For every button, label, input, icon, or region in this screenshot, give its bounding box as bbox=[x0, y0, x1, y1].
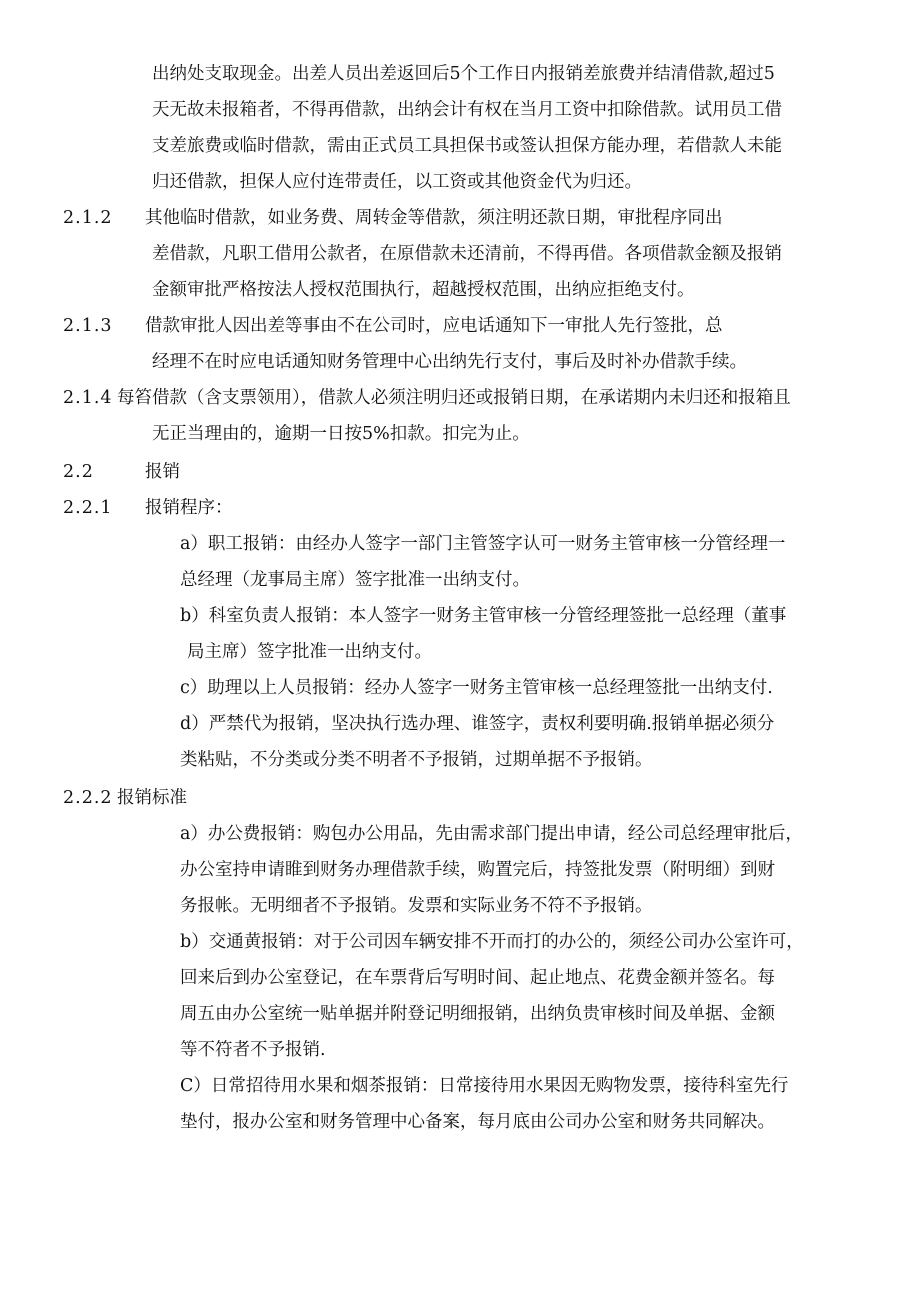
list-item-line: 回来后到办公室登记，在车票背后写明时间、起止地点、花费金额并签名。每 bbox=[180, 968, 775, 988]
section-number: 2.1.2 bbox=[63, 208, 113, 228]
list-item-line: a）职工报销：由经办人签字一部门主管签字认可一财务主管审核一分管经理一 bbox=[180, 534, 786, 554]
list-item-line: 垫付，报办公室和财务管理中心备案，每月底由公司办公室和财务共同解决。 bbox=[180, 1112, 775, 1132]
section-number: 2.1.3 bbox=[63, 316, 113, 336]
list-item-line: C）日常招待用水果和烟茶报销：日常接待用水果因无购物发票，接待科室先行 bbox=[180, 1076, 789, 1096]
text-line: 其他临时借款，如业务费、周转金等借款，须注明还款日期，审批程序同出 bbox=[145, 208, 723, 228]
text-line: 差借款，凡职工借用公款者，在原借款未还清前，不得再借。各项借款金额及报销 bbox=[152, 244, 782, 264]
section-title: 报销程序： bbox=[145, 498, 233, 518]
text-line: 出纳处支取现金。出差人员出差返回后5个工作日内报销差旅费并结清借款,超过5 bbox=[152, 64, 775, 84]
text-line: 天无故未报箱者，不得再借款，出纳会计有权在当月工资中扣除借款。试用员工借 bbox=[152, 100, 782, 120]
list-item-line: 局主席）签字批准一出纳支付。 bbox=[187, 642, 432, 662]
list-item-line: 类粘贴，不分类或分类不明者不予报销，过期单据不予报销。 bbox=[180, 750, 653, 770]
section-number: 2.2.2 bbox=[63, 788, 113, 808]
list-item-line: a）办公费报销：购包办公用品，先由需求部门提出申请，经公司总经理审批后， bbox=[180, 824, 803, 844]
list-item-line: 等不符者不予报销. bbox=[180, 1040, 326, 1060]
section-title: 报销标准 bbox=[117, 788, 187, 808]
list-item-line: d）严禁代为报销，坚决执行选办理、谁签字，责权利要明确.报销单据必须分 bbox=[180, 714, 775, 734]
text-line: 支差旅费或临时借款，需由正式员工具担保书或签认担保方能办理，若借款人未能 bbox=[152, 136, 782, 156]
list-item-line: 周五由办公室统一贴单据并附登记明细报销，出纳负贵审核时间及单据、金额 bbox=[180, 1004, 775, 1024]
list-item-line: b）科室负责人报销：本人签字一财务主管审核一分管经理签批一总经理（董事 bbox=[180, 606, 787, 626]
list-item-line: 办公室持申请睢到财务办理借款手续，购置完后，持签批发票（附明细）到财 bbox=[180, 860, 775, 880]
list-item-line: 总经理（龙事局主席）签字批准一出纳支付。 bbox=[180, 570, 530, 590]
text-line: 金额审批严格按法人授权范围执行，超越授权范围，出纳应拒绝支付。 bbox=[152, 280, 695, 300]
text-line: 归还借款，担保人应付连带责任，以工资或其他资金代为归还。 bbox=[152, 172, 642, 192]
section-number: 2.1.4 bbox=[63, 388, 113, 408]
text-line: 借款审批人因出差等事由不在公司时，应电话通知下一审批人先行签批，总 bbox=[145, 316, 723, 336]
text-line: 每笞借款（含支票领用），借款人必须注明归还或报销日期，在承诺期内未归还和报箱且 bbox=[117, 388, 791, 408]
list-item-line: 务报帐。无明细者不予报销。发票和实际业务不符不予报销。 bbox=[180, 896, 653, 916]
section-number: 2.2.1 bbox=[63, 498, 113, 518]
section-number: 2.2 bbox=[63, 462, 94, 482]
list-item-line: b）交通黄报销：对于公司因车辆安排不开而打的办公的，须经公司办公室许可， bbox=[180, 932, 804, 952]
section-title: 报销 bbox=[145, 462, 180, 482]
list-item-line: c）助理以上人员报销：经办人签字一财务主管审核一总经理签批一出纳支付. bbox=[180, 678, 773, 698]
text-line: 经理不在时应电话通知财务管理中心出纳先行支付，事后及时补办借款手续。 bbox=[152, 352, 747, 372]
text-line: 无正当理由的，逾期一日按5%扣款。扣完为止。 bbox=[152, 424, 530, 444]
